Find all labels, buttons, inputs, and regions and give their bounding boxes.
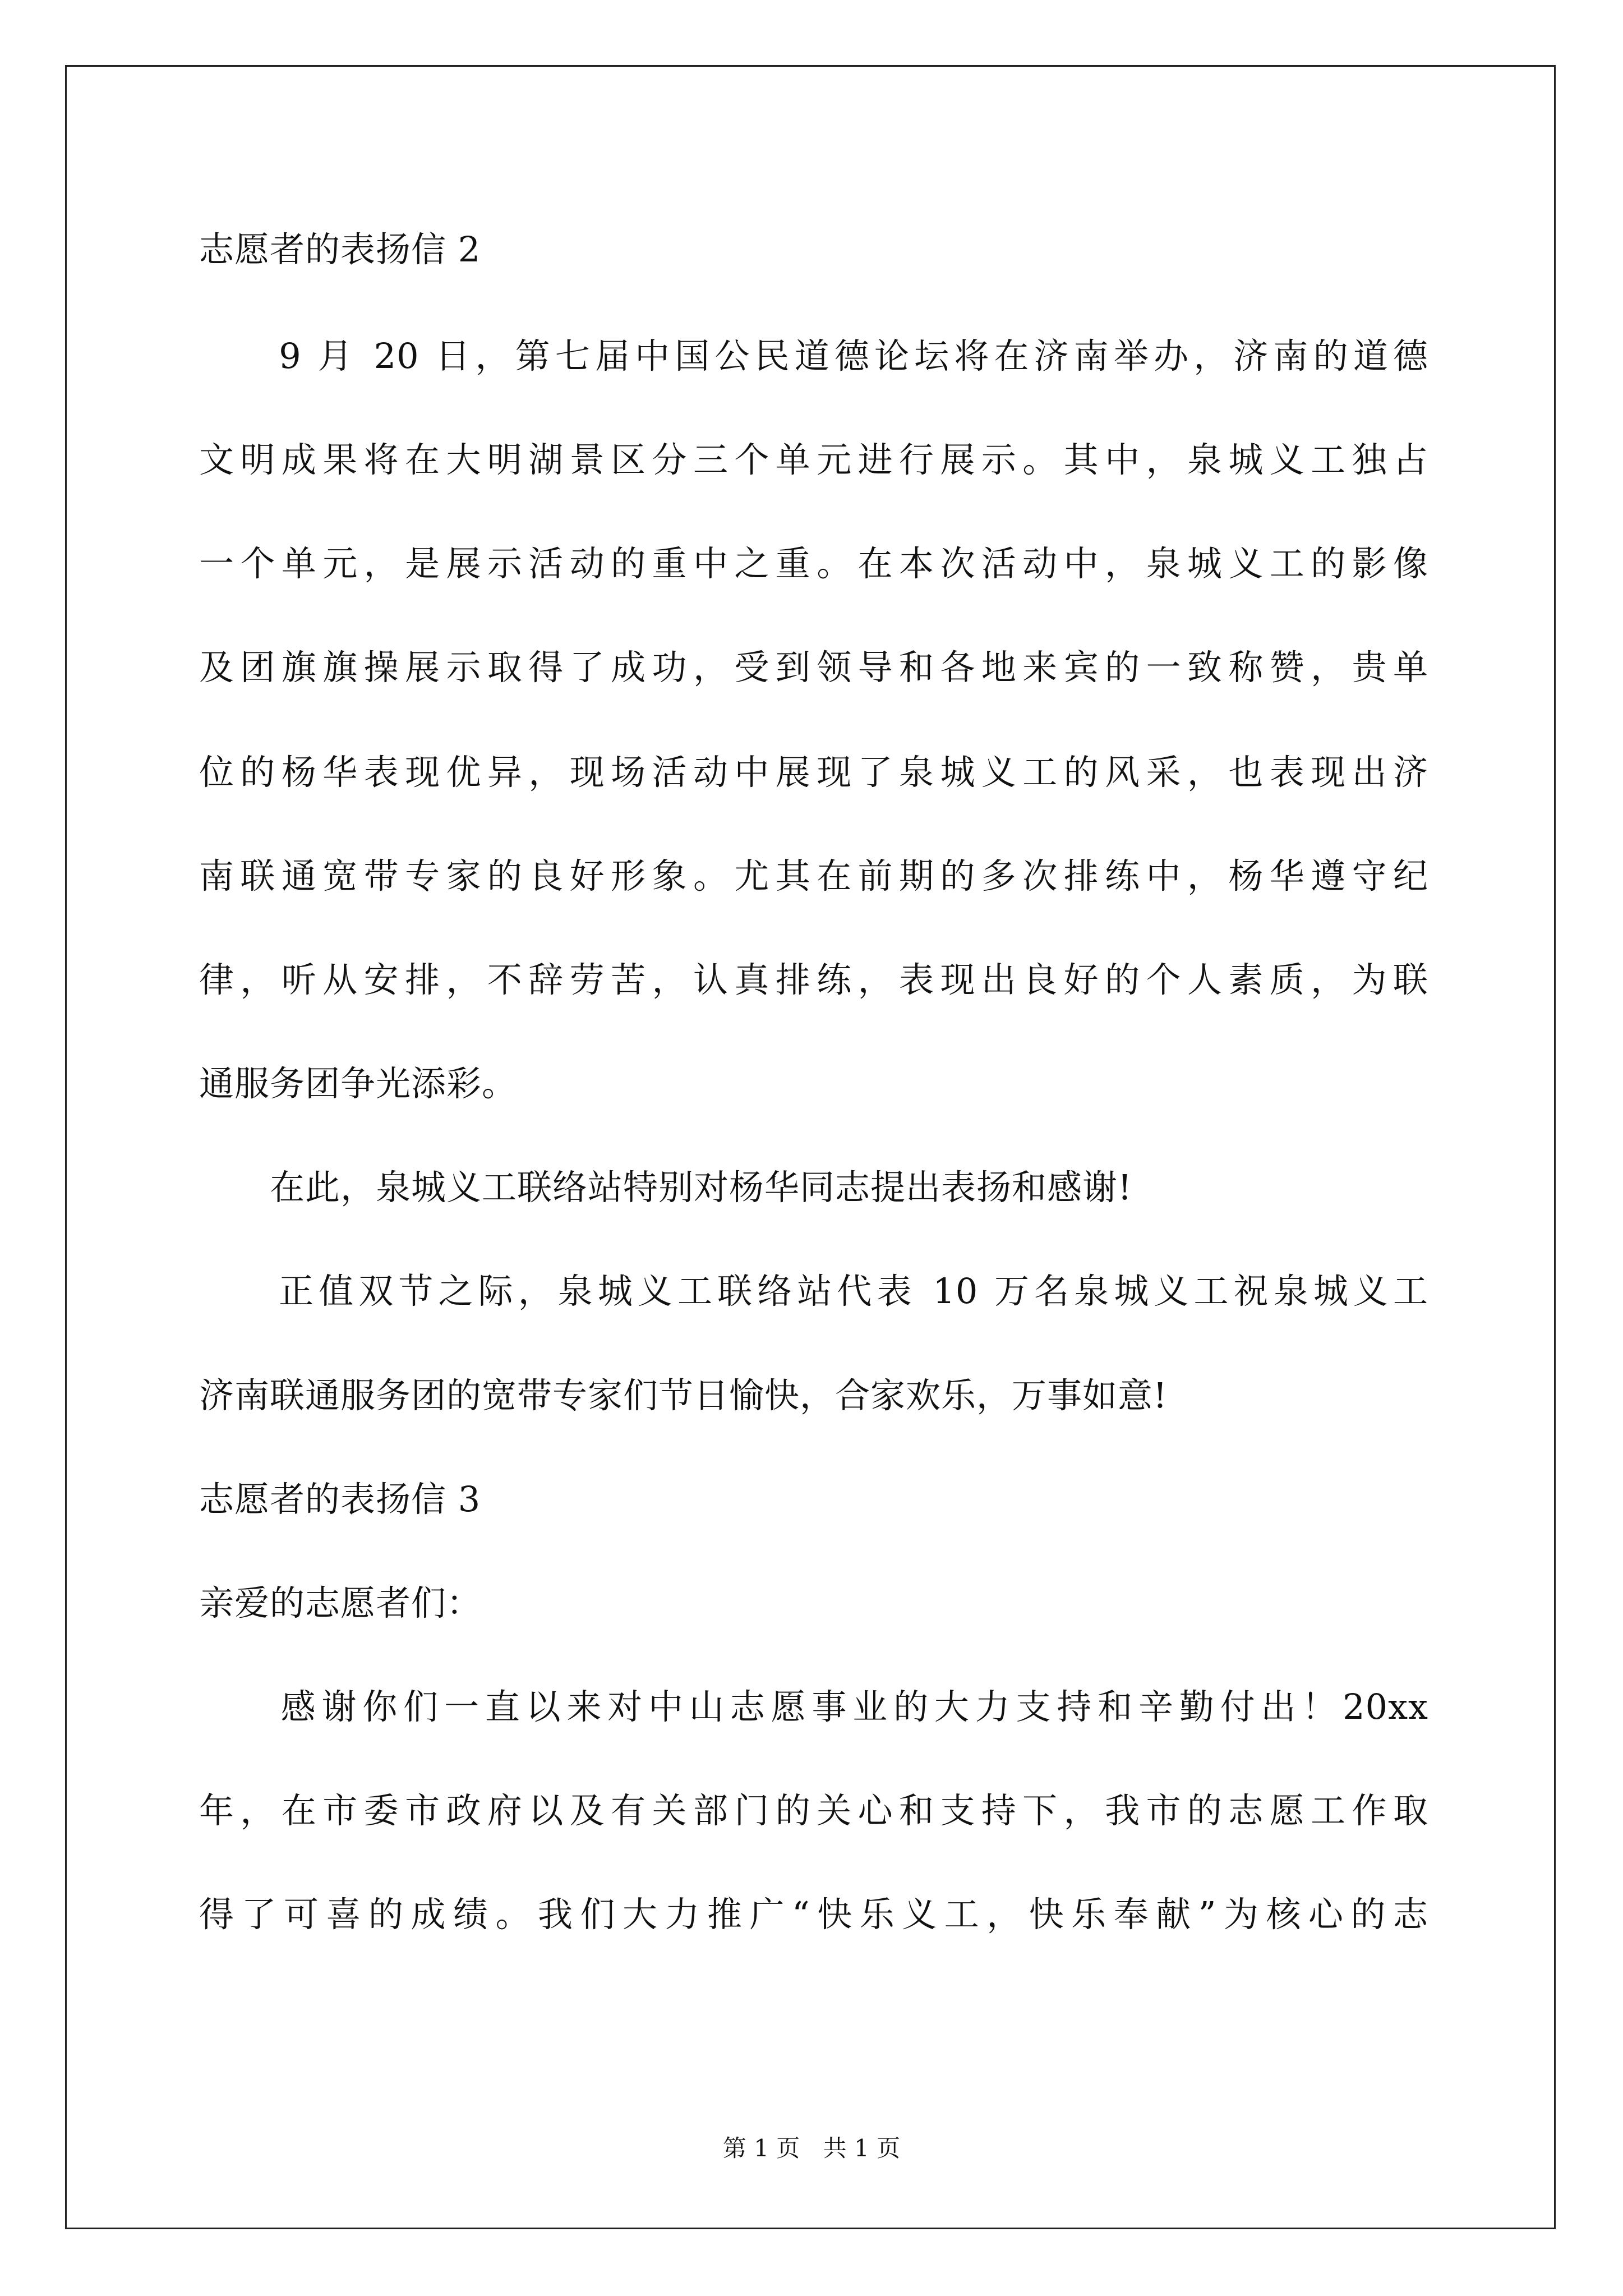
paragraph-line: 律，听从安排，不辞劳苦，认真排练，表现出良好的个人素质，为联 <box>199 959 1428 1000</box>
paragraph-line: 通服务团争光添彩。 <box>199 1063 518 1104</box>
paragraph-line: 在此，泉城义工联络站特别对杨华同志提出表扬和感谢! <box>199 1167 1132 1208</box>
paragraph-line: 9 月 20 日，第七届中国公民道德论坛将在济南举办，济南的道德 <box>199 335 1428 376</box>
paragraph-line: 南联通宽带专家的良好形象。尤其在前期的多次排练中，杨华遵守纪 <box>199 855 1428 896</box>
section-heading-3: 志愿者的表扬信 3 <box>199 1479 481 1520</box>
paragraph-line: 年，在市委市政府以及有关部门的关心和支持下，我市的志愿工作取 <box>199 1790 1428 1831</box>
paragraph-line: 及团旗旗操展示取得了成功，受到领导和各地来宾的一致称赞，贵单 <box>199 647 1428 688</box>
salutation: 亲爱的志愿者们： <box>199 1582 482 1623</box>
paragraph-line: 得了可喜的成绩。我们大力推广“快乐义工，快乐奉献”为核心的志 <box>199 1894 1428 1935</box>
paragraph-line: 感谢你们一直以来对中山志愿事业的大力支持和辛勤付出！20xx <box>199 1686 1428 1727</box>
paragraph-line: 位的杨华表现优异，现场活动中展现了泉城义工的风采，也表现出济 <box>199 752 1428 793</box>
page-footer <box>0 2132 1623 2165</box>
paragraph-line: 济南联通服务团的宽带专家们节日愉快，合家欢乐，万事如意! <box>199 1375 1168 1416</box>
page-total: 共 1 页 <box>823 2134 901 2162</box>
page-number: 第 1 页 <box>722 2134 800 2162</box>
paragraph-line: 文明成果将在大明湖景区分三个单元进行展示。其中，泉城义工独占 <box>199 439 1428 480</box>
section-heading-2: 志愿者的表扬信 2 <box>199 229 481 270</box>
paragraph-line: 正值双节之际，泉城义工联络站代表 10 万名泉城义工祝泉城义工 <box>199 1271 1428 1312</box>
paragraph-line: 一个单元，是展示活动的重中之重。在本次活动中，泉城义工的影像 <box>199 543 1428 584</box>
